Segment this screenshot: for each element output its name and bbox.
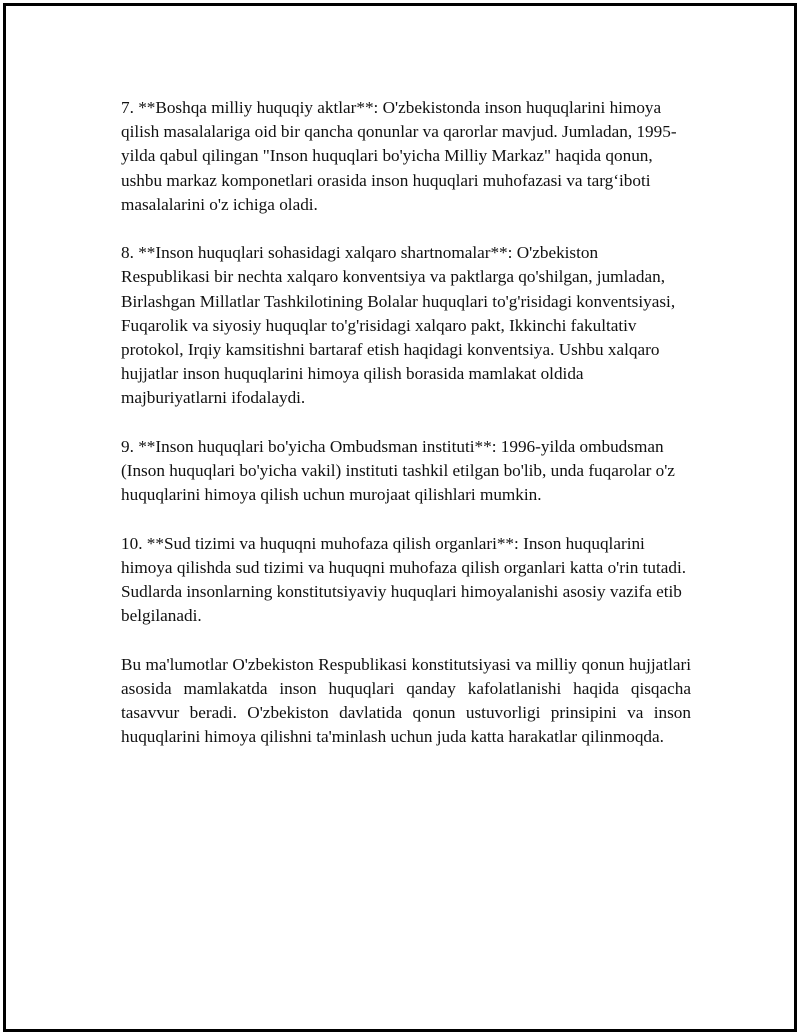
paragraph-ombudsman-institute: 9. **Inson huquqlari bo'yicha Ombudsman instituti**: 1996-yilda ombudsman (Inson huquqlari bo'yicha vakil) instituti tashkil etilgan bo'lib, unda fuqarolar o'z huquqlarini himoya qilish uchun murojaat qilishlari mumkin. [121,436,675,505]
paragraph-international-treaties: 8. **Inson huquqlari sohasidagi xalqaro shartnomalar**: O'zbekiston Respublikasi bir nechta xalqaro konventsiya va paktlarga qo'shilgan, jumladan, Birlashgan Millatlar Tashkilotining Bolalar huquqlari to'g'risidagi konventsiyasi, Fuqarolik va siyosiy huquqlar to'g'risidagi xalqaro pakt, Ikkinchi fakultativ protokol, Irqiy kamsitishni bartaraf etish haqidagi konventsiya. Ushbu xalqaro hujjatlar inson huquqlarini himoya qilish borasida mamlakat oldida majburiyatlarni ifodalaydi. [121,243,676,408]
document-page [3,3,797,1032]
paragraph-court-system: 10. **Sud tizimi va huquqni muhofaza qilish organlari**: Inson huquqlarini himoya qilishda sud tizimi va huquqni muhofaza qilish organlari katta o'rin tutadi. Sudlarda insonlarning konstitutsiyaviy huquqlari himoyalanishi asosiy vazifa etib belgilanadi. [121,533,687,626]
paragraph-summary: Bu ma'lumotlar O'zbekiston Respublikasi konstitutsiyasi va milliy qonun hujjatlari asosida mamlakatda inson huquqlari qanday kafolatlanishi haqida qisqacha tasavvur beradi. O'zbekiston davlatida qonun ustuvorligi prinsipini va inson huquqlarini himoya qilishni ta'minlash uchun juda katta harakatlar qilinmoqda. [121,654,691,747]
paragraph-national-legal-acts: 7. **Boshqa milliy huquqiy aktlar**: O'zbekistonda inson huquqlarini himoya qilish masalalariga oid bir qancha qonunlar va qarorlar mavjud. Jumladan, 1995-yilda qabul qilingan "Inson huquqlari bo'yicha Milliy Markaz" haqida qonun, ushbu markaz komponetlari orasida inson huquqlari muhofazasi va targ‘iboti masalalarini o'z ichiga oladi. [121,98,677,214]
document-body [121,96,691,774]
